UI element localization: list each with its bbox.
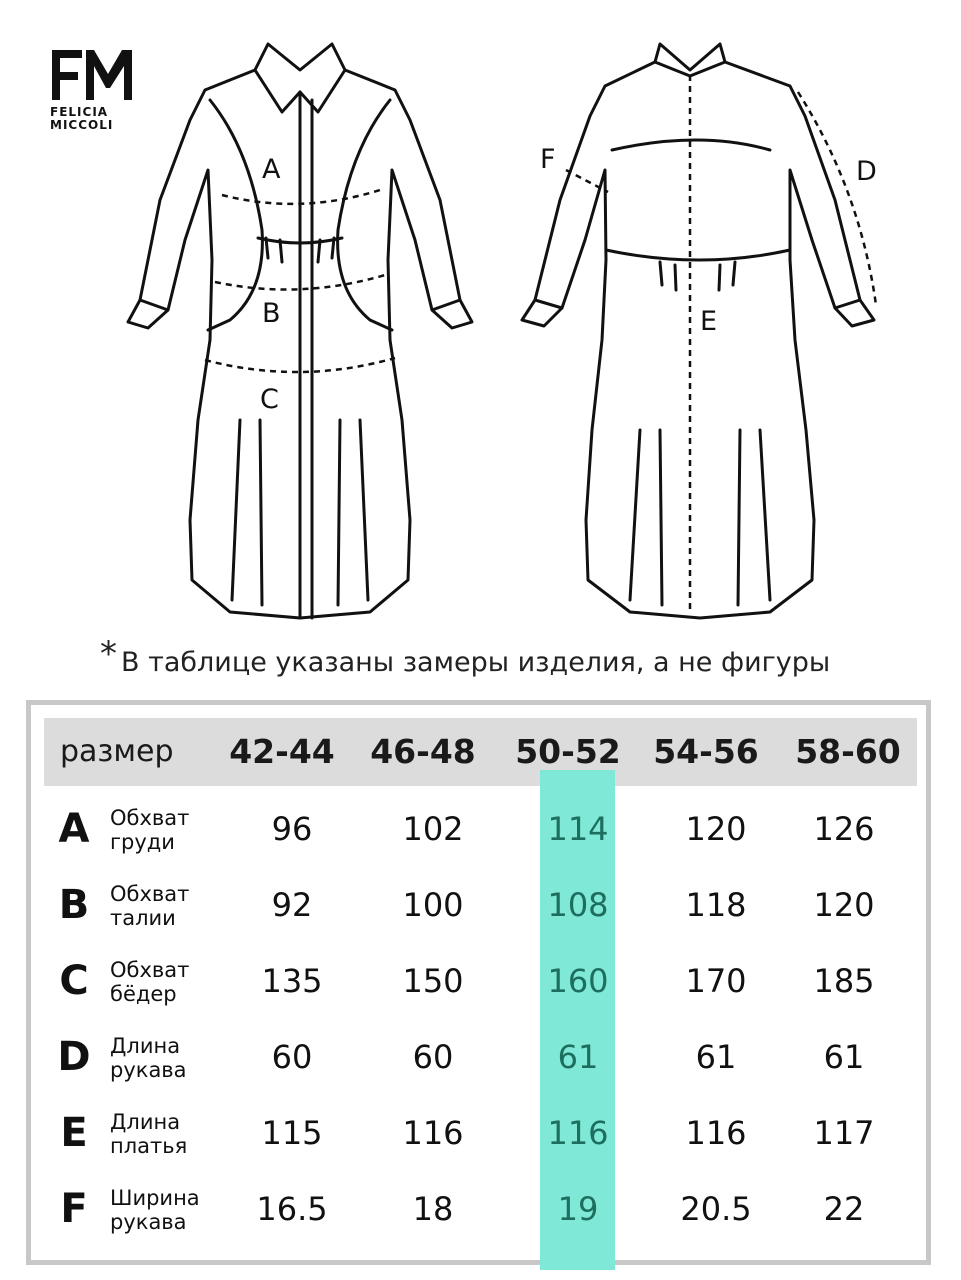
brand-line-1: FELICIA xyxy=(50,105,109,119)
label-d: D xyxy=(856,156,877,187)
row-label-line: талии xyxy=(110,906,176,930)
table-cell: 20.5 xyxy=(680,1190,752,1228)
brand-line-2: MICCOLI xyxy=(50,118,114,132)
table-cell-highlighted: 61 xyxy=(557,1038,599,1076)
table-cell-highlighted: 116 xyxy=(547,1114,609,1152)
row-label-line: Длина xyxy=(110,1034,181,1058)
row-label xyxy=(110,958,189,1006)
row-label-line: Обхват xyxy=(110,958,190,982)
label-c: C xyxy=(260,384,279,415)
row-label-line: рукава xyxy=(110,1210,187,1234)
row-label-line: Ширина xyxy=(110,1186,200,1210)
row-label-line: Обхват xyxy=(110,806,190,830)
table-cell-highlighted: 114 xyxy=(547,810,609,848)
table-cell: 120 xyxy=(813,886,875,924)
table-cell: 116 xyxy=(685,1114,747,1152)
row-label xyxy=(110,1034,187,1082)
table-cell: 135 xyxy=(261,962,323,1000)
table-cell: 120 xyxy=(685,810,747,848)
note-asterisk: * xyxy=(100,634,117,674)
front-view xyxy=(128,44,472,618)
row-label-line: бёдер xyxy=(110,982,177,1006)
row-label-line: платья xyxy=(110,1134,188,1158)
table-cell: 185 xyxy=(813,962,875,1000)
header-size-label: размер xyxy=(60,734,174,769)
label-a: A xyxy=(262,154,281,185)
row-label xyxy=(110,1110,187,1158)
table-cell-highlighted: 19 xyxy=(557,1190,599,1228)
row-label xyxy=(110,806,189,854)
table-cell: 61 xyxy=(695,1038,737,1076)
row-letter: E xyxy=(60,1110,88,1156)
table-cell: 16.5 xyxy=(256,1190,328,1228)
table-cell: 116 xyxy=(402,1114,464,1152)
row-label-line: Длина xyxy=(110,1110,181,1134)
note-text: В таблице указаны замеры изделия, а не фигуры xyxy=(121,647,831,678)
table-cell: 118 xyxy=(685,886,747,924)
table-cell: 92 xyxy=(271,886,313,924)
label-f: F xyxy=(540,144,556,175)
label-b: B xyxy=(262,298,281,329)
row-label xyxy=(110,882,189,930)
table-cell-highlighted: 160 xyxy=(547,962,609,1000)
header-size-2: 46-48 xyxy=(370,732,476,771)
header-size-4: 54-56 xyxy=(653,732,759,771)
row-label xyxy=(110,1186,200,1234)
table-cell: 115 xyxy=(261,1114,323,1152)
header-size-5: 58-60 xyxy=(795,732,901,771)
row-label-line: Обхват xyxy=(110,882,190,906)
table-cell: 60 xyxy=(412,1038,454,1076)
measurement-note xyxy=(100,634,900,680)
row-letter: B xyxy=(58,882,90,928)
table-cell: 96 xyxy=(271,810,313,848)
table-cell: 126 xyxy=(813,810,875,848)
table-cell: 102 xyxy=(402,810,464,848)
table-cell: 170 xyxy=(685,962,747,1000)
row-letter: F xyxy=(60,1186,88,1232)
table-cell: 18 xyxy=(412,1190,454,1228)
row-letter: C xyxy=(59,958,89,1004)
row-label-line: рукава xyxy=(110,1058,187,1082)
row-letter: D xyxy=(57,1034,91,1080)
table-cell: 150 xyxy=(402,962,464,1000)
header-size-1: 42-44 xyxy=(229,732,335,771)
table-cell: 60 xyxy=(271,1038,313,1076)
row-letter: A xyxy=(58,806,90,852)
label-e: E xyxy=(700,306,718,337)
table-cell: 22 xyxy=(823,1190,865,1228)
table-cell: 61 xyxy=(823,1038,865,1076)
table-cell-highlighted: 108 xyxy=(547,886,609,924)
row-label-line: груди xyxy=(110,830,175,854)
table-cell: 117 xyxy=(813,1114,875,1152)
table-cell: 100 xyxy=(402,886,464,924)
header-size-3: 50-52 xyxy=(515,732,621,771)
